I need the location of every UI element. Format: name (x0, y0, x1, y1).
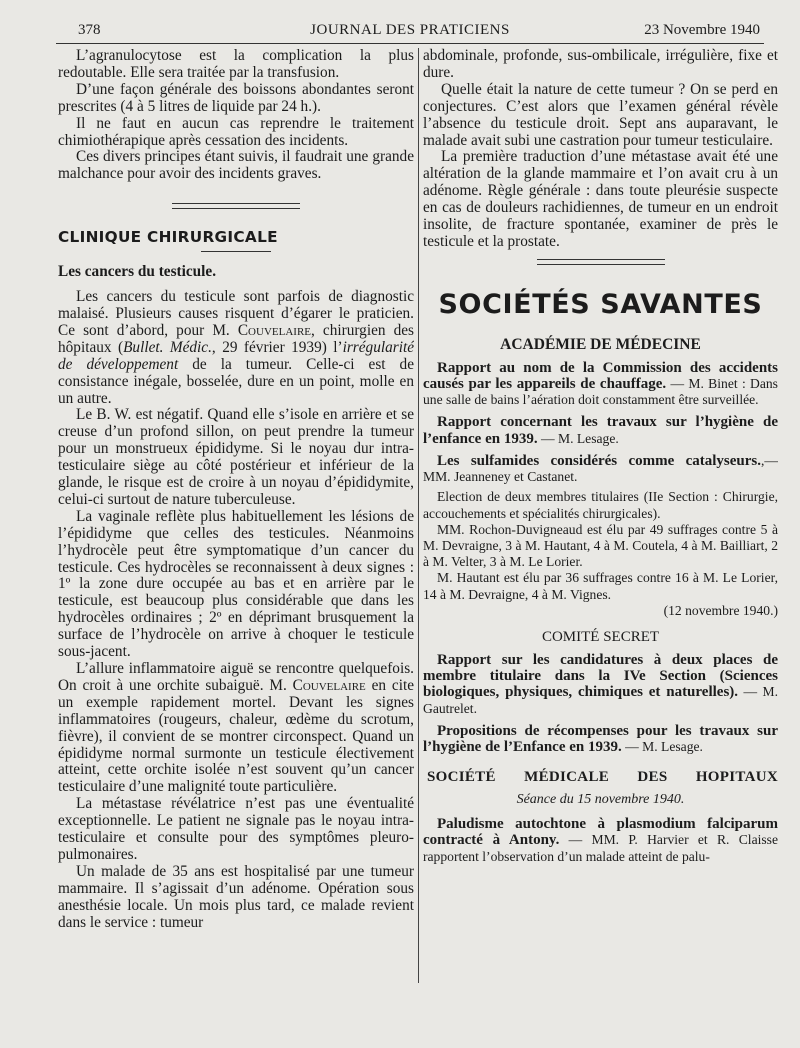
paragraph: Un malade de 35 ans est hospitalisé par une tumeur mammaire. Il s’agissait d’un adénome. Opération sous anesthésie locale. Un mois plus tard, ce malade revient dans le service : tumeur (58, 862, 414, 931)
academie-reports (423, 360, 778, 619)
subsection-title: ACADÉMIE DE MÉDECINE (500, 335, 701, 353)
issue-date: 23 Novembre 1940 (644, 22, 760, 38)
report-item: Les sulfamides considérés comme catalyseurs.,— MM. Jeanneney et Castanet. (423, 452, 778, 485)
hopitaux-reports (423, 816, 778, 865)
election-text: MM. Rochon-Duvigneaud est élu par 49 suffrages contre 5 à M. Devraigne, 3 à M. Hautant, 4 à M. Coutela, 4 à M. Bailliart, 2 à M. Velter, 3 à M. Le Lorier. (423, 521, 778, 570)
election-text: Election de deux membres titulaires (IIe Section : Chirurgie, accouchements et spécialités chirurgicales). (423, 489, 778, 521)
election-date: (12 novembre 1940.) (663, 602, 778, 618)
report-item: Rapport concernant les travaux sur l’hygiène de l’enfance en 1939. — M. Lesage. (423, 414, 778, 447)
paragraph: La métastase révélatrice n’est pas une éventualité exceptionnelle. Le patient ne signale pas le noyau intra-testiculaire et consulte pour des symptômes pleuro-pulmonaires. (58, 795, 414, 863)
paragraph: Ces divers principes étant suivis, il faudrait une grande malchance pour avoir des incidents graves. (58, 148, 414, 183)
paragraph: La première traduction d’une métastase avait été une altération de la glande mammaire et l’on avait cru à un adénome. Règle générale : dans toute pleurésie suspecte en cas de douleurs rachidiennes, de tumeur en un endroit insolite, de fracture spontanée, examiner de près le testicule et la prostate. (423, 148, 778, 250)
journal-title: JOURNAL DES PRATICIENS (310, 22, 510, 38)
right-column (423, 48, 778, 865)
article-title: Les cancers du testicule. (58, 263, 217, 281)
paragraph: abdominale, profonde, sus-ombilicale, irrégulière, fixe et dure. (423, 48, 778, 81)
paragraph: Le B. W. est négatif. Quand elle s’isole en arrière et se creuse d’un profond sillon, on peut prendre la tumeur pour un monstrueux épididyme. Si le noyau dur intra-testiculaire siège au côté postérieur et inférieur de la glande, le risque est de croire à un noyau d’épididymite, celui-ci surtout de nature tuberculeuse. (58, 406, 414, 508)
paragraph: Les cancers du testicule sont parfois de diagnostic malaisé. Plusieurs causes risquent d’égarer le praticien. Ce sont d’abord, pour M. Couvelaire, chirurgien des hôpitaux (Bullet. Médic., 29 février 1939) l’irrégularité de développement de la tumeur. Celle-ci est de consistance inégale, bosselée, dure en un point, molle en un autre. (58, 288, 414, 407)
column-divider (418, 48, 419, 983)
section-title: SOCIÉTÉS SAVANTES (438, 288, 763, 320)
paragraph: La vaginale reflète plus habituellement les lésions de l’épididyme que celles des testicules. Néanmoins l’hydrocèle peut être symptomatique d’un cancer du testicule. Ces hydrocèles se reconnaissent à deux signes : 1º la zone dure occupée au bas et en arrière par le testicule, est beaucoup plus considérable que dans les hydrocèles ordinaires ; 2º en déprimant brusquement la surface de l’hydrocèle on arrive à choquer le testicule sous-jacent. (58, 507, 414, 661)
seance-date: Séance du 15 novembre 1940. (516, 792, 685, 808)
page-number: 378 (78, 22, 101, 38)
section-title: CLINIQUE CHIRURGICALE (58, 228, 278, 247)
election-text: M. Hautant est élu par 36 suffrages contre 16 à M. Le Lorier, 14 à M. Devraigne, 4 à M. Vignes. (423, 570, 778, 602)
report-item: Rapport au nom de la Commission des accidents causés par les appareils de chauffage. — M. Binet : Dans une salle de bains l’aération doit constamment être surveillée. (423, 359, 778, 408)
report-item: Propositions de récompenses pour les travaux sur l’hygiène de l’Enfance en 1939. — M. Lesage. (423, 722, 778, 755)
comite-reports (423, 652, 778, 755)
subsection-title: COMITÉ SECRET (541, 628, 660, 645)
left-column (58, 48, 414, 932)
paragraph: L’agranulocytose est la complication la plus redoutable. Elle sera traitée par la transfusion. (58, 48, 414, 81)
page-header (56, 20, 764, 44)
report-item: Rapport sur les candidatures à deux places de membre titulaire dans la IVe Section (Sciences biologiques, physiques, chimiques et naturelles). — M. Gautrelet. (423, 651, 778, 716)
paragraph: Quelle était la nature de cette tumeur ? On se perd en conjectures. C’est alors que l’examen général révèle l’absence du testicule droit. Sept ans auparavant, le malade avait subi une castration pour tumeur testiculaire. (423, 80, 778, 149)
paragraph: D’une façon générale des boissons abondantes seront prescrites (4 à 5 litres de liquide par 24 h.). (58, 80, 414, 115)
subsection-title: SOCIÉTÉ MÉDICALE DES HOPITAUX (427, 769, 778, 786)
paragraph: L’allure inflammatoire aiguë se rencontre quelquefois. On croit à une orchite subaiguë. M. Couvelaire en cite un exemple rapidement mortel. Devant les signes inflammatoires (rougeurs, chaleur, œdème du scrotum, fièvre), il convient de se montrer circonspect. Quand un épididyme normal surmonte un testicule électivement atteint, cette orchite isolée n’est souvent qu’un cancer testiculaire d’une malignité toute particulière. (58, 660, 414, 796)
report-item: Paludisme autochtone à plasmodium falciparum contracté à Antony. — MM. P. Harvier et R. Claisse rapportent l’observation d’un malade atteint de palu- (423, 816, 778, 864)
paragraph: Il ne faut en aucun cas reprendre le traitement chimiothérapique après cessation des incidents. (58, 114, 414, 149)
